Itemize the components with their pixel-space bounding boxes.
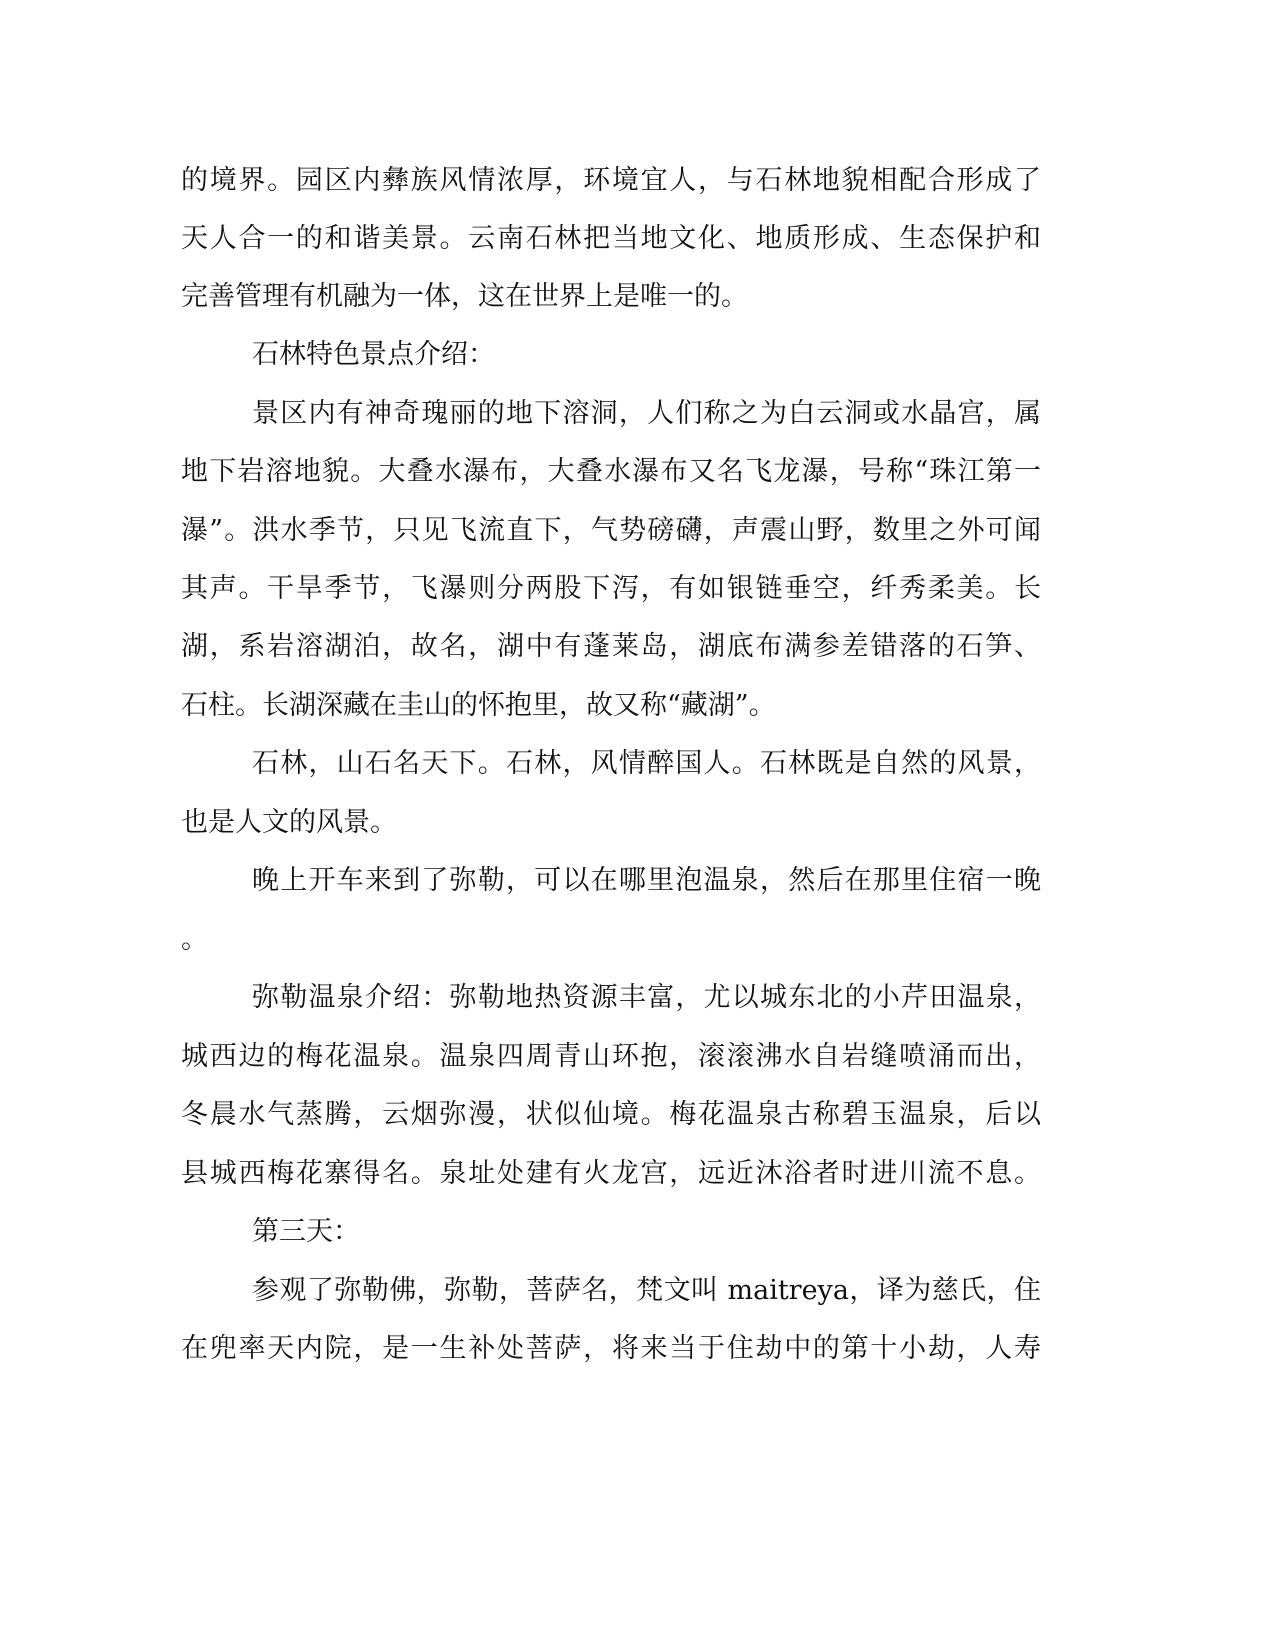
text-line: 湖，系岩溶湖泊，故名，湖中有蓬莱岛，湖底布满参差错落的石笋、 (181, 631, 1041, 662)
text-line: 完善管理有机融为一体，这在世界上是唯一的。 (181, 281, 748, 312)
text-line: 的境界。园区内彝族风情浓厚，环境宜人，与石林地貌相配合形成了 (181, 165, 1041, 196)
text-line: 城西边的梅花温泉。温泉四周青山环抱，滚滚沸水自岩缝喷涌而出， (181, 1041, 1041, 1072)
text-line: 在兜率天内院，是一生补处菩萨，将来当于住劫中的第十小劫，人寿 (181, 1333, 1041, 1364)
text-line: 弥勒温泉介绍：弥勒地热资源丰富，尤以城东北的小芹田温泉， (252, 982, 1041, 1013)
text-line: 其声。干旱季节，飞瀑则分两股下泻，有如银链垂空，纤秀柔美。长 (181, 573, 1041, 604)
paragraph-heading: 石林特色景点介绍： (252, 339, 495, 370)
text-line: 瀑”。洪水季节，只见飞流直下，气势磅礴，声震山野，数里之外可闻 (181, 515, 1041, 546)
text-line: 也是人文的风景。 (181, 807, 397, 838)
text-line: 天人合一的和谐美景。云南石林把当地文化、地质形成、生态保护和 (181, 223, 1041, 254)
text-line: 石柱。长湖深藏在圭山的怀抱里，故又称“藏湖”。 (181, 690, 776, 721)
text-line: 晚上开车来到了弥勒，可以在哪里泡温泉，然后在那里住宿一晚 (252, 865, 1041, 896)
paragraph-heading: 第三天： (252, 1216, 360, 1247)
text-line: 冬晨水气蒸腾，云烟弥漫，状似仙境。梅花温泉古称碧玉温泉，后以 (181, 1099, 1041, 1130)
text-line: 县城西梅花寨得名。泉址处建有火龙宫，远近沐浴者时进川流不息。 (181, 1158, 1041, 1189)
text-line: 。 (181, 924, 208, 955)
text-line: 参观了弥勒佛，弥勒，菩萨名，梵文叫 maitreya，译为慈氏，住 (252, 1275, 1041, 1306)
text-line: 地下岩溶地貌。大叠水瀑布，大叠水瀑布又名飞龙瀑，号称“珠江第一 (181, 456, 1041, 487)
text-line: 景区内有神奇瑰丽的地下溶洞，人们称之为白云洞或水晶宫，属 (252, 398, 1041, 429)
text-line: 石林，山石名天下。石林，风情醉国人。石林既是自然的风景， (252, 748, 1041, 779)
